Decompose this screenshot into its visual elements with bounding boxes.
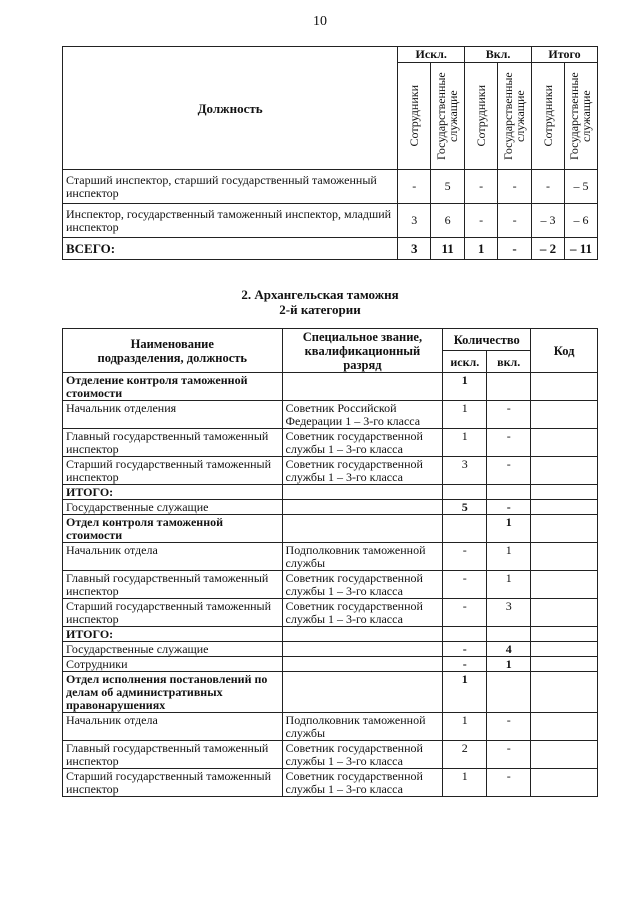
- page-number: 10: [313, 14, 327, 29]
- rank-cell: [282, 373, 443, 401]
- table-row: [63, 170, 598, 204]
- code-cell: [531, 642, 598, 657]
- included-cell: -: [487, 401, 531, 429]
- subdivision-cell: Государственные служащие: [63, 500, 283, 515]
- included-cell: -: [487, 769, 531, 797]
- table-row: [63, 515, 598, 543]
- value-cell: 3: [398, 238, 431, 260]
- code-cell: [531, 741, 598, 769]
- total-row: [63, 238, 598, 260]
- rank-cell: Советник государственной службы 1 – 3-го класса: [282, 741, 443, 769]
- value-cell: -: [465, 204, 498, 238]
- value-cell: 1: [465, 238, 498, 260]
- customs-staff-table: [62, 328, 598, 797]
- code-cell: [531, 571, 598, 599]
- total-group-header: Итого: [532, 47, 598, 63]
- value-cell: – 5: [564, 170, 597, 204]
- excluded-cell: 1: [443, 713, 487, 741]
- table-row: [63, 457, 598, 485]
- subcolumn-header: Сотрудники: [532, 63, 565, 170]
- position-cell: Инспектор, государственный таможенный инспектор, младший инспектор: [63, 204, 398, 238]
- value-cell: -: [498, 204, 532, 238]
- included-cell: -: [487, 741, 531, 769]
- rank-cell: [282, 642, 443, 657]
- excluded-cell: -: [443, 543, 487, 571]
- value-cell: 11: [431, 238, 465, 260]
- subdivision-cell: Старший государственный таможенный инспектор: [63, 599, 283, 627]
- excluded-cell: 2: [443, 741, 487, 769]
- included-cell: -: [487, 457, 531, 485]
- section-title-line2: 2-й категории: [279, 302, 361, 317]
- total-label: ВСЕГО:: [63, 238, 398, 260]
- table-row: [63, 204, 598, 238]
- rank-header: Специальное звание, квалификационный разряд: [282, 329, 443, 373]
- value-cell: – 11: [564, 238, 597, 260]
- table-row: [63, 769, 598, 797]
- excluded-group-header: Искл.: [398, 47, 465, 63]
- excluded-cell: -: [443, 657, 487, 672]
- section-title: [0, 287, 640, 317]
- value-cell: 3: [398, 204, 431, 238]
- section-title-line1: 2. Архангельская таможня: [241, 287, 399, 302]
- included-cell: 1: [487, 515, 531, 543]
- table-row: [63, 500, 598, 515]
- value-cell: -: [498, 238, 532, 260]
- table-row: [63, 599, 598, 627]
- excluded-cell: -: [443, 599, 487, 627]
- code-cell: [531, 672, 598, 713]
- value-cell: -: [465, 170, 498, 204]
- excluded-cell: -: [443, 571, 487, 599]
- code-cell: [531, 515, 598, 543]
- included-cell: 1: [487, 543, 531, 571]
- subcolumn-header: Сотрудники: [465, 63, 498, 170]
- table-row: [63, 401, 598, 429]
- table-row: [63, 713, 598, 741]
- subdivision-header: Наименование подразделения, должность: [63, 329, 283, 373]
- included-cell: [487, 627, 531, 642]
- excluded-cell: 1: [443, 401, 487, 429]
- value-cell: – 3: [532, 204, 565, 238]
- subdivision-cell: Начальник отдела: [63, 713, 283, 741]
- excluded-header: искл.: [443, 351, 487, 373]
- subdivision-cell: Начальник отделения: [63, 401, 283, 429]
- subdivision-cell: Государственные служащие: [63, 642, 283, 657]
- subdivision-cell: Старший государственный таможенный инспектор: [63, 769, 283, 797]
- value-cell: – 2: [532, 238, 565, 260]
- included-cell: -: [487, 713, 531, 741]
- included-group-header: Вкл.: [465, 47, 532, 63]
- table-row: [63, 642, 598, 657]
- rank-cell: [282, 627, 443, 642]
- excluded-cell: -: [443, 642, 487, 657]
- table-row: [63, 672, 598, 713]
- rank-cell: Советник Российской Федерации 1 – 3-го класса: [282, 401, 443, 429]
- included-cell: 3: [487, 599, 531, 627]
- included-cell: [487, 672, 531, 713]
- excluded-cell: [443, 515, 487, 543]
- included-cell: 1: [487, 571, 531, 599]
- subdivision-cell: Главный государственный таможенный инспектор: [63, 429, 283, 457]
- code-cell: [531, 627, 598, 642]
- excluded-cell: 1: [443, 373, 487, 401]
- rank-cell: Советник государственной службы 1 – 3-го класса: [282, 571, 443, 599]
- rank-cell: Советник государственной службы 1 – 3-го класса: [282, 769, 443, 797]
- excluded-cell: 1: [443, 429, 487, 457]
- included-cell: 1: [487, 657, 531, 672]
- code-header: Код: [531, 329, 598, 373]
- code-cell: [531, 657, 598, 672]
- table-row: [63, 429, 598, 457]
- code-cell: [531, 543, 598, 571]
- table-row: [63, 373, 598, 401]
- excluded-cell: 1: [443, 672, 487, 713]
- table-row: [63, 571, 598, 599]
- value-cell: -: [398, 170, 431, 204]
- rank-cell: Подполковник таможенной службы: [282, 713, 443, 741]
- table-row: [63, 657, 598, 672]
- subdivision-cell: Отдел исполнения постановлений по делам об административных правонарушениях: [63, 672, 283, 713]
- code-cell: [531, 373, 598, 401]
- subtotal-row: [63, 627, 598, 642]
- rank-cell: Советник государственной службы 1 – 3-го класса: [282, 457, 443, 485]
- staff-changes-table: [62, 46, 598, 260]
- value-cell: 6: [431, 204, 465, 238]
- rank-cell: Советник государственной службы 1 – 3-го класса: [282, 429, 443, 457]
- included-cell: [487, 373, 531, 401]
- subdivision-cell: Главный государственный таможенный инспектор: [63, 571, 283, 599]
- value-cell: -: [498, 170, 532, 204]
- excluded-cell: 1: [443, 769, 487, 797]
- position-header: Должность: [63, 47, 398, 170]
- quantity-header: Количество: [443, 329, 531, 351]
- code-cell: [531, 713, 598, 741]
- code-cell: [531, 457, 598, 485]
- included-cell: 4: [487, 642, 531, 657]
- subcolumn-header: Государственные служащие: [498, 63, 532, 170]
- rank-cell: Советник государственной службы 1 – 3-го класса: [282, 599, 443, 627]
- subdivision-cell: Сотрудники: [63, 657, 283, 672]
- code-cell: [531, 401, 598, 429]
- rank-cell: [282, 485, 443, 500]
- excluded-cell: [443, 485, 487, 500]
- included-header: вкл.: [487, 351, 531, 373]
- subdivision-cell: Отдел контроля таможенной стоимости: [63, 515, 283, 543]
- included-cell: -: [487, 429, 531, 457]
- table-row: [63, 741, 598, 769]
- subdivision-cell: Отделение контроля таможенной стоимости: [63, 373, 283, 401]
- value-cell: -: [532, 170, 565, 204]
- included-cell: -: [487, 500, 531, 515]
- rank-cell: [282, 657, 443, 672]
- value-cell: 5: [431, 170, 465, 204]
- code-cell: [531, 599, 598, 627]
- position-cell: Старший инспектор, старший государственный таможенный инспектор: [63, 170, 398, 204]
- excluded-cell: [443, 627, 487, 642]
- code-cell: [531, 485, 598, 500]
- code-cell: [531, 429, 598, 457]
- rank-cell: [282, 672, 443, 713]
- code-cell: [531, 500, 598, 515]
- subtotal-row: [63, 485, 598, 500]
- value-cell: – 6: [564, 204, 597, 238]
- subcolumn-header: Государственные служащие: [431, 63, 465, 170]
- included-cell: [487, 485, 531, 500]
- code-cell: [531, 769, 598, 797]
- subtotal-label: ИТОГО:: [63, 627, 283, 642]
- subdivision-cell: Старший государственный таможенный инспектор: [63, 457, 283, 485]
- subtotal-label: ИТОГО:: [63, 485, 283, 500]
- subdivision-cell: Начальник отдела: [63, 543, 283, 571]
- excluded-cell: 3: [443, 457, 487, 485]
- subdivision-cell: Главный государственный таможенный инспектор: [63, 741, 283, 769]
- table-row: [63, 543, 598, 571]
- rank-cell: Подполковник таможенной службы: [282, 543, 443, 571]
- subcolumn-header: Государственные служащие: [564, 63, 597, 170]
- subcolumn-header: Сотрудники: [398, 63, 431, 170]
- excluded-cell: 5: [443, 500, 487, 515]
- rank-cell: [282, 500, 443, 515]
- rank-cell: [282, 515, 443, 543]
